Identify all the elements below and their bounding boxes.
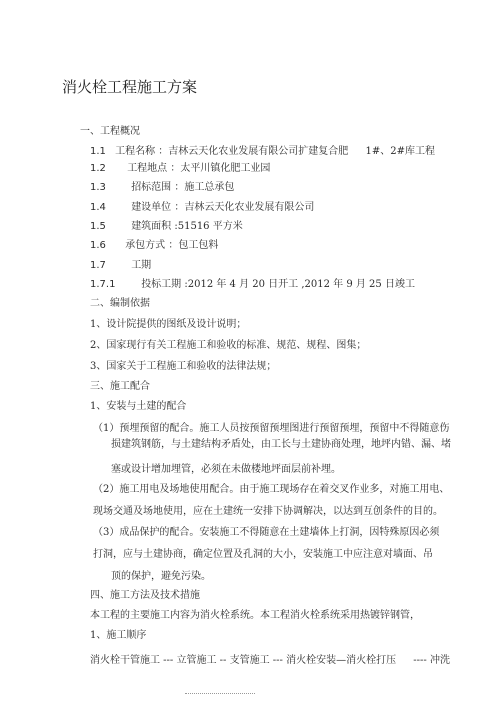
- item-text: 承包方式 ：包工包料: [125, 240, 219, 251]
- item-text: 建筑面积 :51516 平方米: [131, 221, 243, 232]
- item-number: 1.2: [90, 163, 106, 174]
- sequence-text: 消火栓干管施工 --- 立管施工 -- 支管施工 --- 消火栓安装—消火栓打压: [90, 655, 397, 666]
- overview-item-1-2: [90, 163, 270, 175]
- overview-item-1-7-1: [90, 279, 415, 291]
- overview-item-1-3: [90, 182, 234, 194]
- construction-sequence: [90, 655, 450, 667]
- coordination-line-5: 现场交通及场地使用，应在土建统一安排下协调解决，以达到互创条件的目的。: [93, 506, 443, 517]
- coordination-line-2: 损建筑钢筋，与土建结构矛盾处，由工长与土建协商处理，地坪内错、漏、堵: [111, 439, 451, 450]
- item-number: 1.6: [90, 240, 106, 251]
- basis-item-2: 2、国家现行有关工程施工和验收的标准、规范、规程、图集；: [90, 340, 367, 351]
- section-heading-methods: 四、施工方法及技术措施: [90, 590, 200, 601]
- item-text: 工程名称 ：吉林云天化农业发展有限公司扩建复合肥: [115, 146, 349, 157]
- item-text: 建设单位 ：吉林云天化农业发展有限公司: [131, 202, 315, 213]
- overview-item-1-6: [90, 240, 218, 252]
- item-number: 1.7: [90, 260, 106, 271]
- coordination-line-4: （2）施工用电及场地使用配合。由于施工现场存在着交叉作业多，对施工用电、: [93, 484, 450, 495]
- coordination-line-3: 塞或设计增加埋管，必须在未做楼地坪面层前补埋。: [111, 464, 341, 475]
- item-number: 1.4: [90, 202, 106, 213]
- coordination-line-6: （3）成品保护的配合。安装施工不得随意在土建墙体上打洞，因特殊原因必须: [93, 527, 440, 538]
- overview-item-1-7: [90, 260, 151, 272]
- item-number: 1.5: [90, 221, 106, 232]
- item-text: 招标范围 ：施工总承包: [131, 182, 235, 193]
- item-number: 1.7.1: [90, 279, 116, 290]
- item-text: 工期: [131, 260, 152, 271]
- section-heading-basis: 二、编制依据: [90, 298, 150, 309]
- coordination-line-8: 顶的保护，避免污染。: [111, 571, 211, 582]
- item-number: 1.3: [90, 182, 106, 193]
- section-heading-coordination: 三、施工配合: [90, 381, 150, 392]
- overview-item-1-1: [90, 146, 435, 158]
- item-text: 工程地点 ：太平川镇化肥工业园: [127, 163, 271, 174]
- item-text-extra: 1#、2#库工程: [365, 146, 435, 157]
- basis-item-1: 1、设计院提供的图纸及设计说明；: [90, 319, 247, 330]
- coordination-line-7: 打洞，应与土建协商，确定位置及孔洞的大小，安装施工中应注意对墙面、吊: [93, 549, 433, 560]
- sequence-tail: ---- 冲洗: [413, 655, 450, 666]
- page-title: 消火栓工程施工方案: [62, 78, 198, 96]
- item-number: 1.1: [90, 146, 106, 157]
- coordination-line-1: （1）预埋预留的配合。施工人员按预留预埋图进行预留预埋，预留中不得随意伤: [93, 423, 450, 434]
- methods-subheading: 1、施工顺序: [90, 630, 147, 641]
- methods-intro: 本工程的主要施工内容为消火栓系统。本工程消火栓系统采用热镀锌钢管，: [90, 610, 420, 621]
- overview-item-1-5: [90, 221, 243, 233]
- coordination-subheading: 1、安装与土建的配合: [90, 401, 187, 412]
- footer-rule: [185, 693, 255, 694]
- section-heading-overview: 一、工程概况: [80, 126, 140, 137]
- overview-item-1-4: [90, 202, 314, 214]
- item-text: 投标工期 :2012 年 4 月 20 日开工 ,2012 年 9 月 25 日竣工: [141, 279, 415, 290]
- basis-item-3: 3、国家关于工程施工和验收的法律法规；: [90, 361, 277, 372]
